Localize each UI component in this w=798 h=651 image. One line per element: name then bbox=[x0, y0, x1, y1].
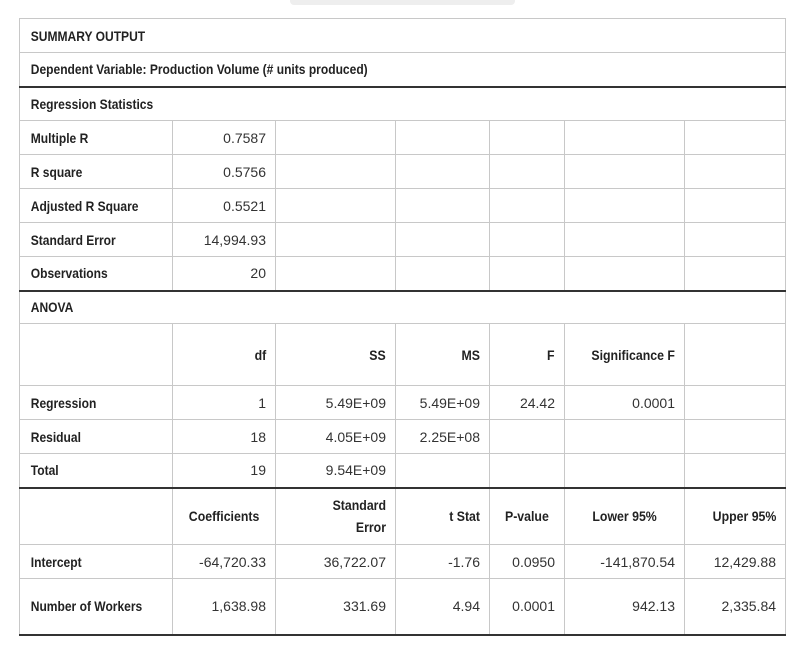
upper-95-value: 2,335.84 bbox=[685, 579, 786, 635]
upper-95-value: 12,429.88 bbox=[685, 545, 786, 579]
standard-error-value: 36,722.07 bbox=[276, 545, 396, 579]
stat-value: 0.5521 bbox=[173, 189, 276, 223]
anova-ms bbox=[396, 454, 490, 488]
header-standard-error: Standard Error bbox=[276, 488, 396, 545]
summary-title: SUMMARY OUTPUT bbox=[20, 19, 679, 53]
lower-95-value: 942.13 bbox=[565, 579, 685, 635]
lower-95-value: -141,870.54 bbox=[565, 545, 685, 579]
stat-label: Standard Error bbox=[20, 223, 152, 257]
coefficient-row bbox=[20, 545, 786, 579]
p-value: 0.0950 bbox=[490, 545, 565, 579]
header-t-stat: t Stat bbox=[396, 488, 490, 545]
t-stat-value: -1.76 bbox=[396, 545, 490, 579]
coefficient-value: 1,638.98 bbox=[173, 579, 276, 635]
anova-ms: 2.25E+08 bbox=[396, 420, 490, 454]
anova-row bbox=[20, 454, 786, 488]
anova-header-significance-f: Significance F bbox=[565, 324, 685, 386]
anova-df: 19 bbox=[173, 454, 276, 488]
stat-row bbox=[20, 189, 786, 223]
anova-row bbox=[20, 420, 786, 454]
stat-value: 20 bbox=[173, 257, 276, 291]
anova-heading: ANOVA bbox=[20, 291, 679, 324]
header-p-value: P-value bbox=[490, 488, 565, 545]
stat-label: Multiple R bbox=[20, 121, 152, 155]
regression-statistics-heading-row bbox=[20, 87, 786, 121]
regression-statistics-heading: Regression Statistics bbox=[20, 87, 679, 121]
dependent-variable-row bbox=[20, 53, 786, 87]
coefficient-value: -64,720.33 bbox=[173, 545, 276, 579]
coefficient-row-label: Intercept bbox=[20, 545, 152, 579]
anova-header-df: df bbox=[173, 324, 276, 386]
anova-heading-row bbox=[20, 291, 786, 324]
stat-row bbox=[20, 121, 786, 155]
header-lower-95: Lower 95% bbox=[565, 488, 685, 545]
anova-row-label: Total bbox=[20, 454, 152, 488]
p-value: 0.0001 bbox=[490, 579, 565, 635]
coefficient-row bbox=[20, 579, 786, 635]
stat-row bbox=[20, 223, 786, 257]
regression-summary-table bbox=[19, 18, 786, 636]
dependent-variable: Dependent Variable: Production Volume (# units produced) bbox=[20, 53, 679, 87]
anova-significance-f bbox=[565, 420, 685, 454]
coefficient-row-label: Number of Workers bbox=[20, 579, 152, 635]
anova-significance-f bbox=[565, 454, 685, 488]
anova-ms: 5.49E+09 bbox=[396, 386, 490, 420]
header-coefficients: Coefficients bbox=[173, 488, 276, 545]
stat-label: R square bbox=[20, 155, 152, 189]
anova-f bbox=[490, 420, 565, 454]
anova-header-row bbox=[20, 324, 786, 386]
anova-significance-f: 0.0001 bbox=[565, 386, 685, 420]
anova-row-label: Regression bbox=[20, 386, 152, 420]
coefficients-header-row bbox=[20, 488, 786, 545]
anova-header-ms: MS bbox=[396, 324, 490, 386]
anova-row-label: Residual bbox=[20, 420, 152, 454]
anova-f: 24.42 bbox=[490, 386, 565, 420]
anova-header-f: F bbox=[490, 324, 565, 386]
anova-f bbox=[490, 454, 565, 488]
t-stat-value: 4.94 bbox=[396, 579, 490, 635]
window-top-tab bbox=[290, 0, 515, 5]
anova-row bbox=[20, 386, 786, 420]
standard-error-value: 331.69 bbox=[276, 579, 396, 635]
stat-value: 0.7587 bbox=[173, 121, 276, 155]
stat-row bbox=[20, 155, 786, 189]
stat-value: 14,994.93 bbox=[173, 223, 276, 257]
title-row bbox=[20, 19, 786, 53]
stat-label: Adjusted R Square bbox=[20, 189, 152, 223]
anova-df: 1 bbox=[173, 386, 276, 420]
anova-header-ss: SS bbox=[276, 324, 396, 386]
header-upper-95: Upper 95% bbox=[685, 488, 786, 545]
anova-df: 18 bbox=[173, 420, 276, 454]
stat-label: Observations bbox=[20, 257, 152, 291]
anova-ss: 5.49E+09 bbox=[276, 386, 396, 420]
stat-value: 0.5756 bbox=[173, 155, 276, 189]
anova-ss: 4.05E+09 bbox=[276, 420, 396, 454]
anova-ss: 9.54E+09 bbox=[276, 454, 396, 488]
stat-row bbox=[20, 257, 786, 291]
